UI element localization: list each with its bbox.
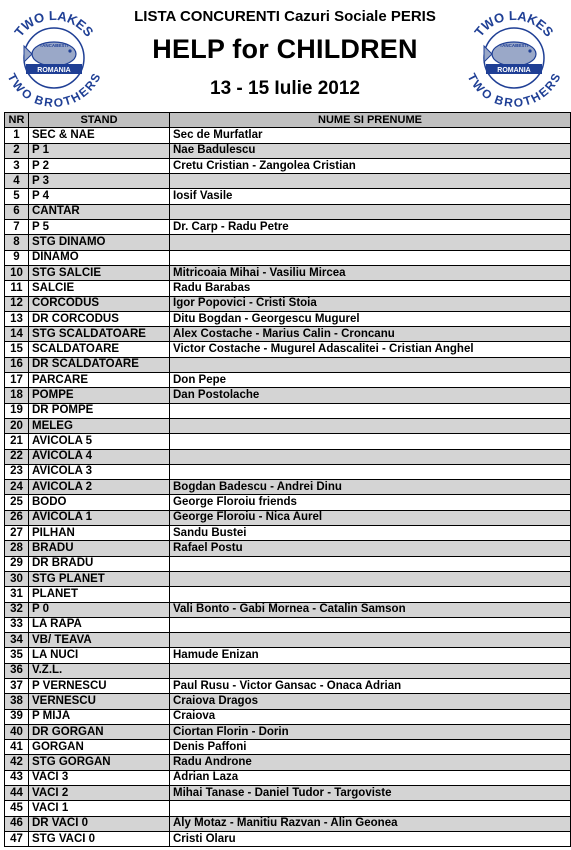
stand-cell: CORCODUS	[29, 296, 170, 311]
row-number-cell: 38	[5, 694, 29, 709]
row-number-cell: 37	[5, 678, 29, 693]
table-row	[5, 663, 571, 678]
name-cell: Hamude Enizan	[170, 648, 571, 663]
name-cell: Cretu Cristian - Zangolea Cristian	[170, 158, 571, 173]
stand-cell: AVICOLA 3	[29, 464, 170, 479]
name-cell: Don Pepe	[170, 373, 571, 388]
table-row	[5, 265, 571, 280]
name-cell: Ditu Bogdan - Georgescu Mugurel	[170, 311, 571, 326]
row-number-cell: 30	[5, 571, 29, 586]
name-cell	[170, 204, 571, 219]
row-number-cell: 33	[5, 617, 29, 632]
row-number-cell: 40	[5, 724, 29, 739]
row-number-cell: 11	[5, 281, 29, 296]
name-cell	[170, 250, 571, 265]
table-row	[5, 281, 571, 296]
row-number-cell: 19	[5, 403, 29, 418]
table-row	[5, 740, 571, 755]
table-row	[5, 541, 571, 556]
row-number-cell: 5	[5, 189, 29, 204]
stand-cell: STG SALCIE	[29, 265, 170, 280]
row-number-cell: 29	[5, 556, 29, 571]
stand-cell: P 5	[29, 220, 170, 235]
table-row	[5, 204, 571, 219]
table-row	[5, 357, 571, 372]
stand-cell: DR BRADU	[29, 556, 170, 571]
table-row	[5, 388, 571, 403]
stand-cell: LA NUCI	[29, 648, 170, 663]
name-cell: George Floroiu friends	[170, 495, 571, 510]
name-cell	[170, 556, 571, 571]
name-cell	[170, 418, 571, 433]
row-number-cell: 7	[5, 220, 29, 235]
row-number-cell: 1	[5, 128, 29, 143]
name-cell	[170, 663, 571, 678]
name-cell: Bogdan Badescu - Andrei Dinu	[170, 480, 571, 495]
row-number-cell: 45	[5, 801, 29, 816]
stand-cell: VERNESCU	[29, 694, 170, 709]
stand-cell: SCALDATOARE	[29, 342, 170, 357]
row-number-cell: 23	[5, 464, 29, 479]
table-row	[5, 556, 571, 571]
name-cell: Craiova Dragos	[170, 694, 571, 709]
stand-cell: LA RAPA	[29, 617, 170, 632]
stand-cell: GORGAN	[29, 740, 170, 755]
name-cell	[170, 357, 571, 372]
stand-cell: DR CORCODUS	[29, 311, 170, 326]
table-row	[5, 480, 571, 495]
row-number-cell: 28	[5, 541, 29, 556]
row-number-cell: 10	[5, 265, 29, 280]
column-header-nr: NR	[5, 113, 29, 128]
name-cell	[170, 801, 571, 816]
table-row	[5, 434, 571, 449]
table-row	[5, 831, 571, 846]
table-row	[5, 250, 571, 265]
stand-cell: BRADU	[29, 541, 170, 556]
competitors-table	[4, 112, 571, 847]
name-cell: Alex Costache - Marius Calin - Croncanu	[170, 327, 571, 342]
stand-cell: DINAMO	[29, 250, 170, 265]
table-row	[5, 755, 571, 770]
table-body	[5, 128, 571, 847]
stand-cell: PARCARE	[29, 373, 170, 388]
stand-cell: STG GORGAN	[29, 755, 170, 770]
stand-cell: VB/ TEAVA	[29, 633, 170, 648]
table-row	[5, 510, 571, 525]
row-number-cell: 42	[5, 755, 29, 770]
row-number-cell: 24	[5, 480, 29, 495]
row-number-cell: 20	[5, 418, 29, 433]
name-cell: Cristi Olaru	[170, 831, 571, 846]
table-row	[5, 418, 571, 433]
name-cell: Radu Androne	[170, 755, 571, 770]
stand-cell: POMPE	[29, 388, 170, 403]
row-number-cell: 18	[5, 388, 29, 403]
row-number-cell: 22	[5, 449, 29, 464]
stand-cell: AVICOLA 5	[29, 434, 170, 449]
stand-cell: V.Z.L.	[29, 663, 170, 678]
row-number-cell: 13	[5, 311, 29, 326]
row-number-cell: 34	[5, 633, 29, 648]
name-cell	[170, 633, 571, 648]
document-subtitle: LISTA CONCURENTI Cazuri Sociale PERIS	[134, 8, 436, 25]
table-row	[5, 158, 571, 173]
row-number-cell: 27	[5, 526, 29, 541]
stand-cell: PLANET	[29, 587, 170, 602]
table-row	[5, 724, 571, 739]
row-number-cell: 3	[5, 158, 29, 173]
name-cell: Sec de Murfatlar	[170, 128, 571, 143]
name-cell: Vali Bonto - Gabi Mornea - Catalin Samson	[170, 602, 571, 617]
table-row	[5, 678, 571, 693]
table-row	[5, 786, 571, 801]
name-cell	[170, 449, 571, 464]
name-cell: Radu Barabas	[170, 281, 571, 296]
table-row	[5, 189, 571, 204]
row-number-cell: 41	[5, 740, 29, 755]
row-number-cell: 16	[5, 357, 29, 372]
table-row	[5, 602, 571, 617]
stand-cell: AVICOLA 4	[29, 449, 170, 464]
row-number-cell: 4	[5, 174, 29, 189]
name-cell	[170, 174, 571, 189]
name-cell	[170, 571, 571, 586]
logo-small-text: TANCABESTI	[499, 43, 529, 48]
event-dates: 13 - 15 Iulie 2012	[210, 78, 360, 99]
row-number-cell: 9	[5, 250, 29, 265]
column-header-name: NUME SI PRENUME	[170, 113, 571, 128]
row-number-cell: 25	[5, 495, 29, 510]
name-cell: Dan Postolache	[170, 388, 571, 403]
table-row	[5, 128, 571, 143]
name-cell: Ciortan Florin - Dorin	[170, 724, 571, 739]
table-row	[5, 571, 571, 586]
name-cell: Adrian Laza	[170, 770, 571, 785]
name-cell: Mitricoaia Mihai - Vasiliu Mircea	[170, 265, 571, 280]
name-cell: Victor Costache - Mugurel Adascalitei - Cristian Anghel	[170, 342, 571, 357]
table-row	[5, 342, 571, 357]
row-number-cell: 44	[5, 786, 29, 801]
row-number-cell: 12	[5, 296, 29, 311]
name-cell: Mihai Tanase - Daniel Tudor - Targoviste	[170, 786, 571, 801]
stand-cell: P 2	[29, 158, 170, 173]
table-row	[5, 403, 571, 418]
table-row	[5, 464, 571, 479]
row-number-cell: 39	[5, 709, 29, 724]
stand-cell: MELEG	[29, 418, 170, 433]
name-cell: Paul Rusu - Victor Gansac - Onaca Adrian	[170, 678, 571, 693]
stand-cell: SALCIE	[29, 281, 170, 296]
row-number-cell: 14	[5, 327, 29, 342]
row-number-cell: 35	[5, 648, 29, 663]
row-number-cell: 46	[5, 816, 29, 831]
two-lakes-logo-left	[2, 4, 106, 108]
row-number-cell: 17	[5, 373, 29, 388]
stand-cell: P 4	[29, 189, 170, 204]
document-header	[0, 0, 571, 108]
table-row	[5, 373, 571, 388]
table-row	[5, 235, 571, 250]
row-number-cell: 15	[5, 342, 29, 357]
table-row	[5, 770, 571, 785]
row-number-cell: 2	[5, 143, 29, 158]
stand-cell: AVICOLA 1	[29, 510, 170, 525]
name-cell: Iosif Vasile	[170, 189, 571, 204]
stand-cell: DR VACI 0	[29, 816, 170, 831]
logo-top-text: TWO LAKES	[11, 7, 97, 40]
name-cell: Denis Paffoni	[170, 740, 571, 755]
table-row	[5, 220, 571, 235]
stand-cell: SEC & NAE	[29, 128, 170, 143]
name-cell: Sandu Bustei	[170, 526, 571, 541]
row-number-cell: 36	[5, 663, 29, 678]
row-number-cell: 31	[5, 587, 29, 602]
stand-cell: PILHAN	[29, 526, 170, 541]
logo-band-text: ROMANIA	[37, 67, 71, 74]
stand-cell: STG DINAMO	[29, 235, 170, 250]
stand-cell: P VERNESCU	[29, 678, 170, 693]
stand-cell: VACI 3	[29, 770, 170, 785]
table-row	[5, 174, 571, 189]
document-title: HELP for CHILDREN	[152, 34, 418, 64]
logo-small-text: TANCABESTI	[39, 43, 69, 48]
stand-cell: VACI 1	[29, 801, 170, 816]
table-header-row	[5, 113, 571, 128]
row-number-cell: 21	[5, 434, 29, 449]
name-cell: Dr. Carp - Radu Petre	[170, 220, 571, 235]
stand-cell: STG SCALDATOARE	[29, 327, 170, 342]
column-header-stand: STAND	[29, 113, 170, 128]
name-cell: George Floroiu - Nica Aurel	[170, 510, 571, 525]
table-row	[5, 801, 571, 816]
stand-cell: STG VACI 0	[29, 831, 170, 846]
stand-cell: DR SCALDATOARE	[29, 357, 170, 372]
logo-bottom-text: TWO BROTHERS	[464, 71, 564, 108]
stand-cell: VACI 2	[29, 786, 170, 801]
table-row	[5, 495, 571, 510]
logo-bottom-text: TWO BROTHERS	[4, 71, 104, 108]
stand-cell: AVICOLA 2	[29, 480, 170, 495]
stand-cell: BODO	[29, 495, 170, 510]
table-row	[5, 311, 571, 326]
logo-band-text: ROMANIA	[497, 67, 531, 74]
table-row	[5, 648, 571, 663]
stand-cell: STG PLANET	[29, 571, 170, 586]
name-cell	[170, 235, 571, 250]
stand-cell: DR GORGAN	[29, 724, 170, 739]
name-cell: Rafael Postu	[170, 541, 571, 556]
two-lakes-logo-right	[462, 4, 566, 108]
name-cell	[170, 403, 571, 418]
table-row	[5, 587, 571, 602]
name-cell	[170, 617, 571, 632]
row-number-cell: 47	[5, 831, 29, 846]
row-number-cell: 32	[5, 602, 29, 617]
table-row	[5, 143, 571, 158]
name-cell: Craiova	[170, 709, 571, 724]
table-row	[5, 816, 571, 831]
table-row	[5, 617, 571, 632]
row-number-cell: 8	[5, 235, 29, 250]
table-row	[5, 694, 571, 709]
stand-cell: P 1	[29, 143, 170, 158]
table-row	[5, 327, 571, 342]
row-number-cell: 6	[5, 204, 29, 219]
stand-cell: P 0	[29, 602, 170, 617]
name-cell: Aly Motaz - Manitiu Razvan - Alin Geonea	[170, 816, 571, 831]
name-cell	[170, 434, 571, 449]
table-row	[5, 633, 571, 648]
stand-cell: P 3	[29, 174, 170, 189]
table-row	[5, 526, 571, 541]
stand-cell: P MIJA	[29, 709, 170, 724]
row-number-cell: 43	[5, 770, 29, 785]
name-cell: Igor Popovici - Cristi Stoia	[170, 296, 571, 311]
row-number-cell: 26	[5, 510, 29, 525]
table-row	[5, 449, 571, 464]
name-cell	[170, 587, 571, 602]
table-row	[5, 296, 571, 311]
table-row	[5, 709, 571, 724]
stand-cell: CANTAR	[29, 204, 170, 219]
stand-cell: DR POMPE	[29, 403, 170, 418]
name-cell	[170, 464, 571, 479]
name-cell: Nae Badulescu	[170, 143, 571, 158]
logo-top-text: TWO LAKES	[471, 7, 557, 40]
